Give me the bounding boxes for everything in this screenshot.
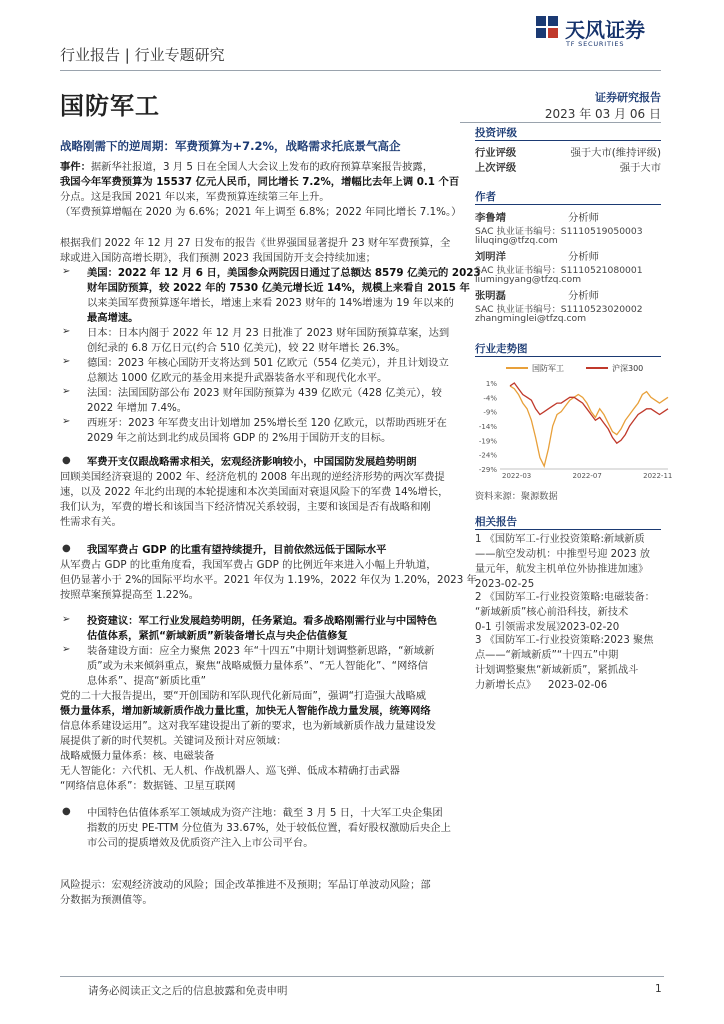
date-divider [460,122,661,123]
logo-english: TF SECURITIES [566,40,625,48]
related-report-1-line-2[interactable]: ——航空发动机：中推型号迎 2023 放 [475,549,651,560]
france-line-2: 2022 年增加 7.4%。 [87,402,188,414]
legend-label: 国防军工 [532,364,564,373]
equip-line-1: 装备建设方面：应全力聚焦 2023 年“十四五”中期计划调整新思路，“新域新 [87,645,435,657]
chart-x-axis [502,472,672,480]
chart-source: 资料来源：聚源数据 [475,491,558,502]
authors-divider [475,204,661,205]
sec2-head: 我国军费占 GDP 的比重有望持续提升，目前依然远低于国际水平 [87,544,387,556]
spain-line-1: 西班牙：2023 年军费支出计划增加 25%增长至 120 亿欧元，以帮助西班牙在 [87,417,447,429]
series-line-defense [510,386,668,466]
advice-line-1: 投资建议：军工行业发展趋势明朗，任务紧迫。看多战略刚需行业与中国特色 [87,615,438,627]
headline: 战略刚需下的逆周期：军费预算为+7.2%，战略需求托底景气高企 [60,139,401,153]
sec4-line-2: 指数的历史 PE-TTM 分位值为 33.67%，处于较低位置，看好股权激励后央企上 [87,822,451,834]
keyword-1: 战略威慑力量体系：核、电磁装备 [60,750,215,762]
sec2-line-1: 从军费占 GDP 的比重角度看，我国军费占 GDP 的比例近年来进入小幅上升轨道， [60,559,437,571]
intro-line-1: 根据我们 2022 年 12 月 27 日发布的报告《世界强国显著提升 23 财年军费预算，全 [60,237,451,249]
y-tick-label: 1% [485,380,497,388]
us-line-3: 以来美国军费预算逐年增长，增速上来看 2023 财年的 14%增速为 19 年以来的 [87,297,454,309]
industry-title: 国防军工 [60,92,160,120]
bullet-dot-icon: ● [62,455,71,466]
related-report-1-line-1[interactable]: 1 《国防军工-行业投资策略:新域新质 [475,534,645,545]
prev-rating-value: 强于大市 [619,162,661,174]
sec2-line-2: 但仍显著小于 2%的国际平均水平。2021 年仅为 1.19%，2022 年仅为 1.20%，2023 年 [60,574,477,586]
authors-title: 作者 [475,191,496,203]
related-report-3-line-2[interactable]: 点——“新域新质”“十四五”中期 [475,650,619,661]
trend-divider [475,356,661,357]
advice-line-2: 估值体系，紧抓“新域新质”新装备增长点与央企估值修复 [87,630,348,642]
series-line-csi300 [510,383,668,443]
event-text-1: 据新华社报道，3 月 5 日在全国人大会议上发布的政府预算草案报告披露， [90,161,434,173]
author-sac: SAC 执业证书编号：S1110523020002 [475,304,643,315]
japan-line-1: 日本：日本内阁于 2022 年 12 月 23 日批准了 2023 财年国防预算草案，达到 [87,327,450,339]
party-line-4: 展提供了新的时代契机。关键词及预计对应领域： [60,735,287,747]
y-tick-label: -9% [483,408,497,417]
party-line-1: 党的二十大报告提出，要“开创国防和军队现代化新局面”，强调“打造强大战略威 [60,690,427,702]
related-report-3-line-4[interactable]: 力新增长点》 [475,680,537,691]
header-divider [60,70,661,71]
footer-disclaimer: 请务必阅读正文之后的信息披露和免责申明 [88,985,288,997]
page-number: 1 [655,983,662,995]
keyword-3: “网络信息体系”：数据链、卫星互联网 [60,780,236,792]
related-divider [475,529,661,530]
related-report-2-line-1[interactable]: 2 《国防军工-行业投资策略:电磁装备： [475,592,655,603]
rating-divider [475,140,661,141]
author-email[interactable]: zhangminglei@tfzq.com [475,313,587,324]
related-report-2-line-3[interactable]: 0-1 引领需求发展》 [475,622,567,633]
bullet-arrow-icon: ➢ [62,644,71,655]
y-tick-label: -19% [478,437,497,446]
tf-logo-icon [536,16,558,38]
author-name: 李鲁靖 [475,212,506,224]
japan-line-2: 创纪录的 6.8 万亿日元(约合 510 亿美元)，较 22 财年增长 26.3%。 [87,342,406,354]
related-title: 相关报告 [475,516,517,528]
author-name: 张明磊 [475,290,506,302]
risk-line-2: 分数据为预测值等。 [60,894,153,906]
bullet-arrow-icon: ➢ [62,356,71,367]
us-line-1: 美国：2022 年 12 月 6 日，美国参众两院因日通过了总额达 8579 亿美元的 2023 [87,267,481,279]
bullet-arrow-icon: ➢ [62,416,71,427]
sec1-line-4: 性需求有关。 [60,516,122,528]
related-report-3-line-3[interactable]: 计划调整聚焦“新域新质”，紧抓战斗 [475,665,639,676]
author-role: 分析师 [568,290,599,302]
related-report-3-line-1[interactable]: 3 《国防军工-行业投资策略:2023 聚焦 [475,635,654,646]
equip-line-3: 息体系”、提高“新质比重” [87,675,206,687]
us-line-2: 财年国防预算，较 2022 年的 7530 亿美元增长近 14%，规模上来看自 2015 年 [87,282,470,294]
related-report-1-line-3[interactable]: 量元年，航发主机单位外协推进加速》 [475,564,649,575]
risk-line-1: 风险提示：宏观经济波动的风险；国企改革推进不及预期；军品订单波动风险；部 [60,879,431,891]
related-report-1-date: 2023-02-25 [475,579,535,590]
author-sac: SAC 执业证书编号：S1110519050003 [475,226,643,237]
intro-line-2: 球或进入国防高增长期》，我们预测 2023 我国国防开支会持续加速； [60,252,376,264]
author-role: 分析师 [568,212,599,224]
sec4-line-1: 中国特色估值体系军工领域成为资产注地：截至 3 月 5 日，十大军工央企集团 [87,807,443,819]
chart-y-axis [479,380,668,474]
industry-rating-label: 行业评级 [475,147,517,159]
author-role: 分析师 [568,251,599,263]
industry-rating-value: 强于大市(维持评级) [570,147,661,159]
related-report-3-date: 2023-02-06 [548,680,608,691]
bullet-dot-icon: ● [62,806,71,817]
event-line-3: 分点。这是我国 2021 年以来，军费预算连续第三年上升。 [60,191,330,203]
x-tick-label: 2022-11 [643,472,672,480]
france-line-1: 法国：法国国防部公布 2023 财年国防预算为 439 亿欧元（428 亿美元），较 [87,387,442,399]
party-line-3: 信息体系建设运用”。这对我军建设提出了新的要求，也为新域新质作战力量建设发 [60,720,437,732]
event-line-1 [60,160,433,175]
logo-name: 天风证券 [565,18,645,42]
author-sac: SAC 执业证书编号：S1110521080001 [475,265,643,276]
party-line-2: 慑力量体系，增加新域新质作战力量比重，加快无人智能作战力量发展，统筹网络 [60,705,431,717]
y-tick-label: -4% [483,394,497,403]
event-line-4: （军费预算增幅在 2020 为 6.6%；2021 年上调至 6.8%；2022 年同比增长 7.1%。） [60,206,462,218]
bullet-arrow-icon: ➢ [62,614,71,625]
bullet-dot-icon: ● [62,543,71,554]
chart-legend [506,363,643,373]
author-name: 刘明洋 [475,251,506,263]
sec2-line-3: 按照草案预算提高至 1.22%。 [60,589,199,601]
y-tick-label: -24% [478,451,497,460]
sec1-line-1: 回顾美国经济衰退的 2002 年、经济危机的 2008 年出现的逆经济形势的两次军费提 [60,471,445,483]
related-report-2-date: 2023-02-20 [560,622,620,633]
rating-title: 投资评级 [475,127,517,139]
equip-line-2: 质”或为未来倾斜重点，聚焦“战略威慑力量体系”、“无人智能化”、“网络信 [87,660,428,672]
prev-rating-label: 上次评级 [475,162,517,174]
trend-title: 行业走势图 [475,343,528,355]
y-tick-label: -14% [478,423,497,431]
sec1-line-3: 我们认为，军费的增长和该国当下经济情况关系较弱，主要和该国是否有战略和刚 [60,501,431,513]
event-line-2: 我国今年军费预算为 15537 亿元人民币，同比增长 7.2%，增幅比去年上调 0.1 个百 [60,176,460,188]
trend-chart [472,359,672,481]
spain-line-2: 2029 年之前达到北约成员国将 GDP 的 2%用于国防开支的目标。 [87,432,392,444]
sec4-line-3: 市公司的提质增效及优质资产注入上市公司平台。 [87,837,314,849]
sec1-line-2: 速，以及 2022 年北约出现的本轮提速和本次美国面对衰退风险下的军费 14%增长， [60,486,449,498]
y-tick-label: -29% [478,466,497,474]
germany-line-1: 德国：2023 年核心国防开支将达到 501 亿欧元（554 亿美元），并且计划设立 [87,357,449,369]
report-date: 2023 年 03 月 06 日 [544,107,661,121]
us-line-4: 最高增速。 [87,312,139,324]
bullet-arrow-icon: ➢ [62,266,71,277]
author-email[interactable]: liumingyang@tfzq.com [475,274,582,285]
report-category: 行业报告 | 行业专题研究 [60,46,225,64]
germany-line-2: 总额达 1000 亿欧元的基金用来提升武器装备水平和现代化水平。 [87,372,388,384]
keyword-2: 无人智能化：六代机、无人机、作战机器人、巡飞弹、低成本精确打击武器 [60,765,400,777]
chart-lines [510,383,668,466]
report-type: 证券研究报告 [595,91,661,104]
author-email[interactable]: liluqing@tfzq.com [475,235,558,246]
sec1-head: 军费开支仅跟战略需求相关，宏观经济影响较小，中国国防发展趋势明朗 [87,456,417,468]
bullet-arrow-icon: ➢ [62,326,71,337]
related-report-2-line-2[interactable]: “新域新质”核心前沿科技，新技术 [475,607,629,618]
x-tick-label: 2022-07 [572,472,602,480]
event-label: 事件： [60,161,91,173]
bullet-arrow-icon: ➢ [62,386,71,397]
legend-label: 沪深300 [612,364,644,373]
x-tick-label: 2022-03 [502,472,532,480]
footer-divider [60,976,664,977]
